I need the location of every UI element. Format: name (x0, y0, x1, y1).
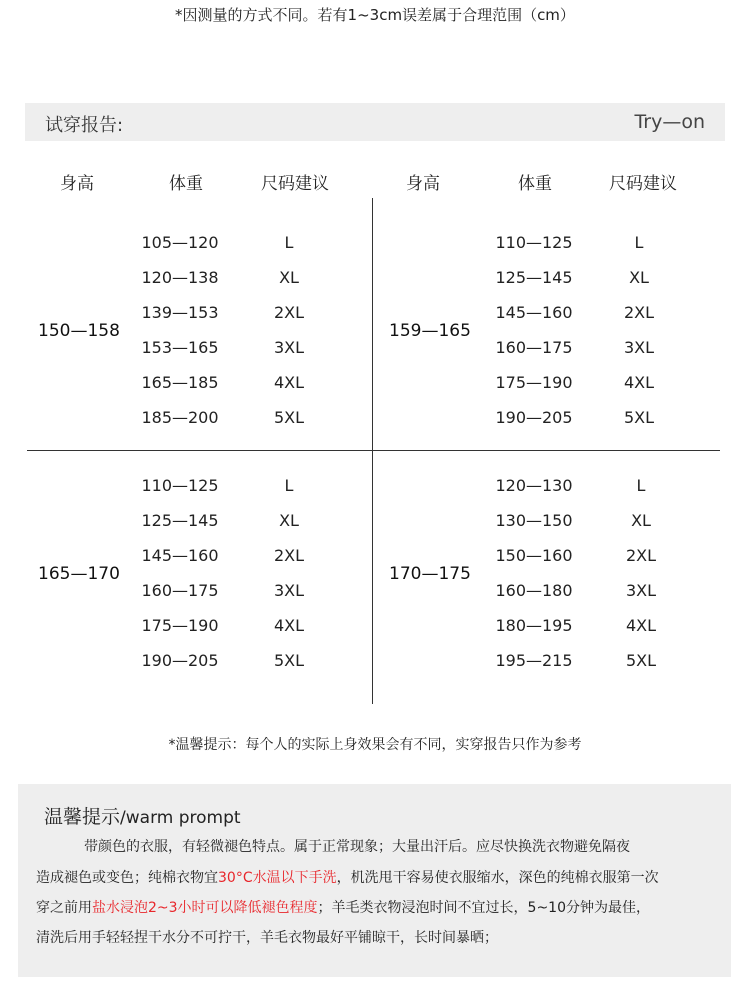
prompt-line-1: 带颜色的衣服，有轻微褪色特点。属于正常现象；大量出汗后。应尽快换洗衣物避免隔夜 (84, 839, 630, 855)
prompt-line-2-a: 造成褪色或变色；纯棉衣物宜 (36, 870, 218, 886)
size-cell: 3XL (273, 581, 305, 600)
size-cell: 4XL (273, 373, 305, 392)
weight-cell: 110—125 (141, 476, 219, 495)
size-cell: 4XL (625, 616, 657, 635)
header-height-left: 身高 (60, 174, 94, 194)
weight-cell: 120—138 (141, 268, 219, 287)
weight-cell: 160—175 (141, 581, 219, 600)
size-cell: 5XL (623, 408, 655, 427)
height-range-1: 159—165 (389, 320, 471, 341)
header-weight-right: 体重 (518, 174, 552, 194)
weight-cell: 195—215 (495, 651, 573, 670)
size-cell: 2XL (273, 546, 305, 565)
size-cell: 4XL (273, 616, 305, 635)
prompt-line-3 (36, 897, 650, 917)
header-weight-left: 体重 (169, 174, 203, 194)
report-header-bar (25, 103, 725, 141)
weight-cell: 125—145 (141, 511, 219, 530)
measurement-note: *因测量的方式不同。若有1~3cm误差属于合理范围（cm） (175, 6, 575, 24)
weight-cell: 180—195 (495, 616, 573, 635)
prompt-line-3-highlight: 盐水浸泡2~3小时可以降低褪色程度 (92, 900, 318, 916)
size-cell: 3XL (625, 581, 657, 600)
size-cell: XL (279, 268, 299, 287)
size-cell: 2XL (625, 546, 657, 565)
prompt-line-2-highlight: 30°C水温以下手洗 (218, 870, 337, 886)
prompt-title-cn: 温馨提示 (44, 806, 121, 828)
weight-cell: 150—160 (495, 546, 573, 565)
prompt-line-3-b: ；羊毛类衣物浸泡时间不宜过长，5~10分钟为最佳， (317, 900, 650, 916)
size-cell: L (284, 233, 294, 252)
weight-cell: 160—175 (495, 338, 573, 357)
weight-cell: 139—153 (141, 303, 219, 322)
weight-cell: 153—165 (141, 338, 219, 357)
prompt-line-2 (36, 867, 659, 887)
height-range-2: 165—170 (38, 563, 120, 584)
weight-cell: 160—180 (495, 581, 573, 600)
size-cell: 5XL (273, 408, 305, 427)
weight-cell: 165—185 (141, 373, 219, 392)
weight-cell: 105—120 (141, 233, 219, 252)
size-cell: 3XL (623, 338, 655, 357)
size-cell: 2XL (273, 303, 305, 322)
prompt-title (44, 802, 241, 829)
size-cell: 5XL (273, 651, 305, 670)
size-cell: XL (631, 511, 651, 530)
size-cell: XL (279, 511, 299, 530)
height-range-3: 170—175 (389, 563, 471, 584)
size-cell: 2XL (623, 303, 655, 322)
header-height-right: 身高 (406, 174, 440, 194)
weight-cell: 145—160 (141, 546, 219, 565)
report-subtitle: Try—on (634, 111, 705, 133)
weight-cell: 190—205 (141, 651, 219, 670)
size-cell: 5XL (625, 651, 657, 670)
divider-vertical-bottom (372, 451, 373, 704)
prompt-line-3-a: 穿之前用 (36, 900, 92, 916)
size-cell: L (636, 476, 646, 495)
weight-cell: 190—205 (495, 408, 573, 427)
weight-cell: 125—145 (495, 268, 573, 287)
size-cell: 3XL (273, 338, 305, 357)
weight-cell: 175—190 (141, 616, 219, 635)
prompt-title-en: /warm prompt (120, 808, 241, 828)
divider-vertical-top (372, 198, 373, 451)
weight-cell: 120—130 (495, 476, 573, 495)
header-size-right: 尺码建议 (609, 174, 677, 194)
height-range-0: 150—158 (38, 320, 120, 341)
size-cell: L (284, 476, 294, 495)
weight-cell: 145—160 (495, 303, 573, 322)
prompt-line-4: 清洗后用手轻轻捏干水分不可拧干，羊毛衣物最好平铺晾干，长时间暴晒； (36, 930, 498, 946)
size-cell: XL (629, 268, 649, 287)
warm-prompt-box (18, 784, 731, 977)
divider-horizontal (27, 450, 720, 451)
size-cell: L (634, 233, 644, 252)
report-title: 试穿报告: (45, 115, 124, 136)
tip-note: *温馨提示：每个人的实际上身效果会有不同，实穿报告只作为参考 (168, 737, 582, 753)
weight-cell: 175—190 (495, 373, 573, 392)
weight-cell: 185—200 (141, 408, 219, 427)
prompt-line-2-b: ，机洗甩干容易使衣服缩水，深色的纯棉衣服第一次 (336, 870, 659, 886)
weight-cell: 110—125 (495, 233, 573, 252)
weight-cell: 130—150 (495, 511, 573, 530)
header-size-left: 尺码建议 (261, 174, 329, 194)
size-cell: 4XL (623, 373, 655, 392)
